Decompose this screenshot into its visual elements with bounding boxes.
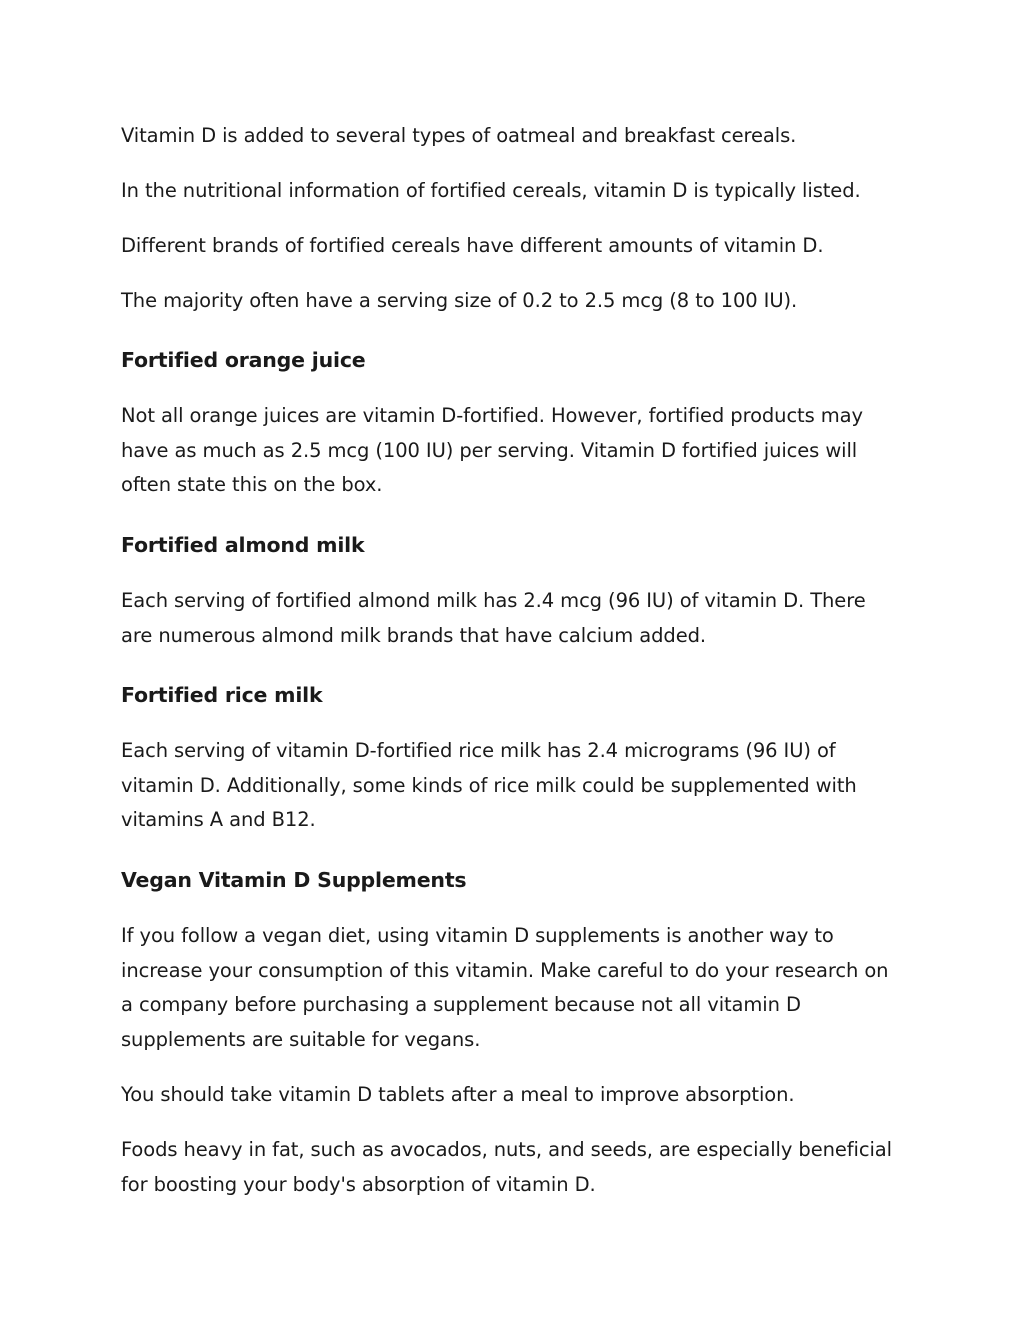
- paragraph-cereal-brands: Different brands of fortified cereals have different amounts of vitamin D.: [121, 234, 824, 257]
- paragraph-nutritional-info: In the nutritional information of fortified cereals, vitamin D is typically listed.: [121, 179, 861, 202]
- paragraph-almond-milk: Each serving of fortified almond milk has 2.4 mcg (96 IU) of vitamin D. There are numerous almond milk brands that have calcium added.: [121, 589, 866, 647]
- heading-vegan-supplements: Vegan Vitamin D Supplements: [121, 868, 467, 892]
- heading-rice-milk: Fortified rice milk: [121, 683, 323, 707]
- paragraph-serving-size: The majority often have a serving size of 0.2 to 2.5 mcg (8 to 100 IU).: [121, 289, 798, 312]
- paragraph-rice-milk: Each serving of vitamin D-fortified rice milk has 2.4 micrograms (96 IU) of vitamin D. Additionally, some kinds of rice milk could be supplemented with vitamins A and B12.: [121, 739, 857, 832]
- paragraph-fat-foods: Foods heavy in fat, such as avocados, nuts, and seeds, are especially beneficial for boosting your body's absorption of vitamin D.: [121, 1138, 892, 1196]
- paragraph-orange-juice: Not all orange juices are vitamin D-fortified. However, fortified products may have as much as 2.5 mcg (100 IU) per serving. Vitamin D fortified juices will often state this on the box.: [121, 404, 863, 497]
- paragraph-tablets-absorption: You should take vitamin D tablets after a meal to improve absorption.: [121, 1083, 795, 1106]
- heading-orange-juice: Fortified orange juice: [121, 348, 366, 372]
- paragraph-vegan-supplements: If you follow a vegan diet, using vitamin D supplements is another way to increase your consumption of this vitamin. Make careful to do your research on a company before purchasing a supplement because not all vitamin D supplements are suitable for vegans.: [121, 924, 889, 1051]
- paragraph-oatmeal-cereals: Vitamin D is added to several types of oatmeal and breakfast cereals.: [121, 124, 797, 147]
- heading-almond-milk: Fortified almond milk: [121, 533, 365, 557]
